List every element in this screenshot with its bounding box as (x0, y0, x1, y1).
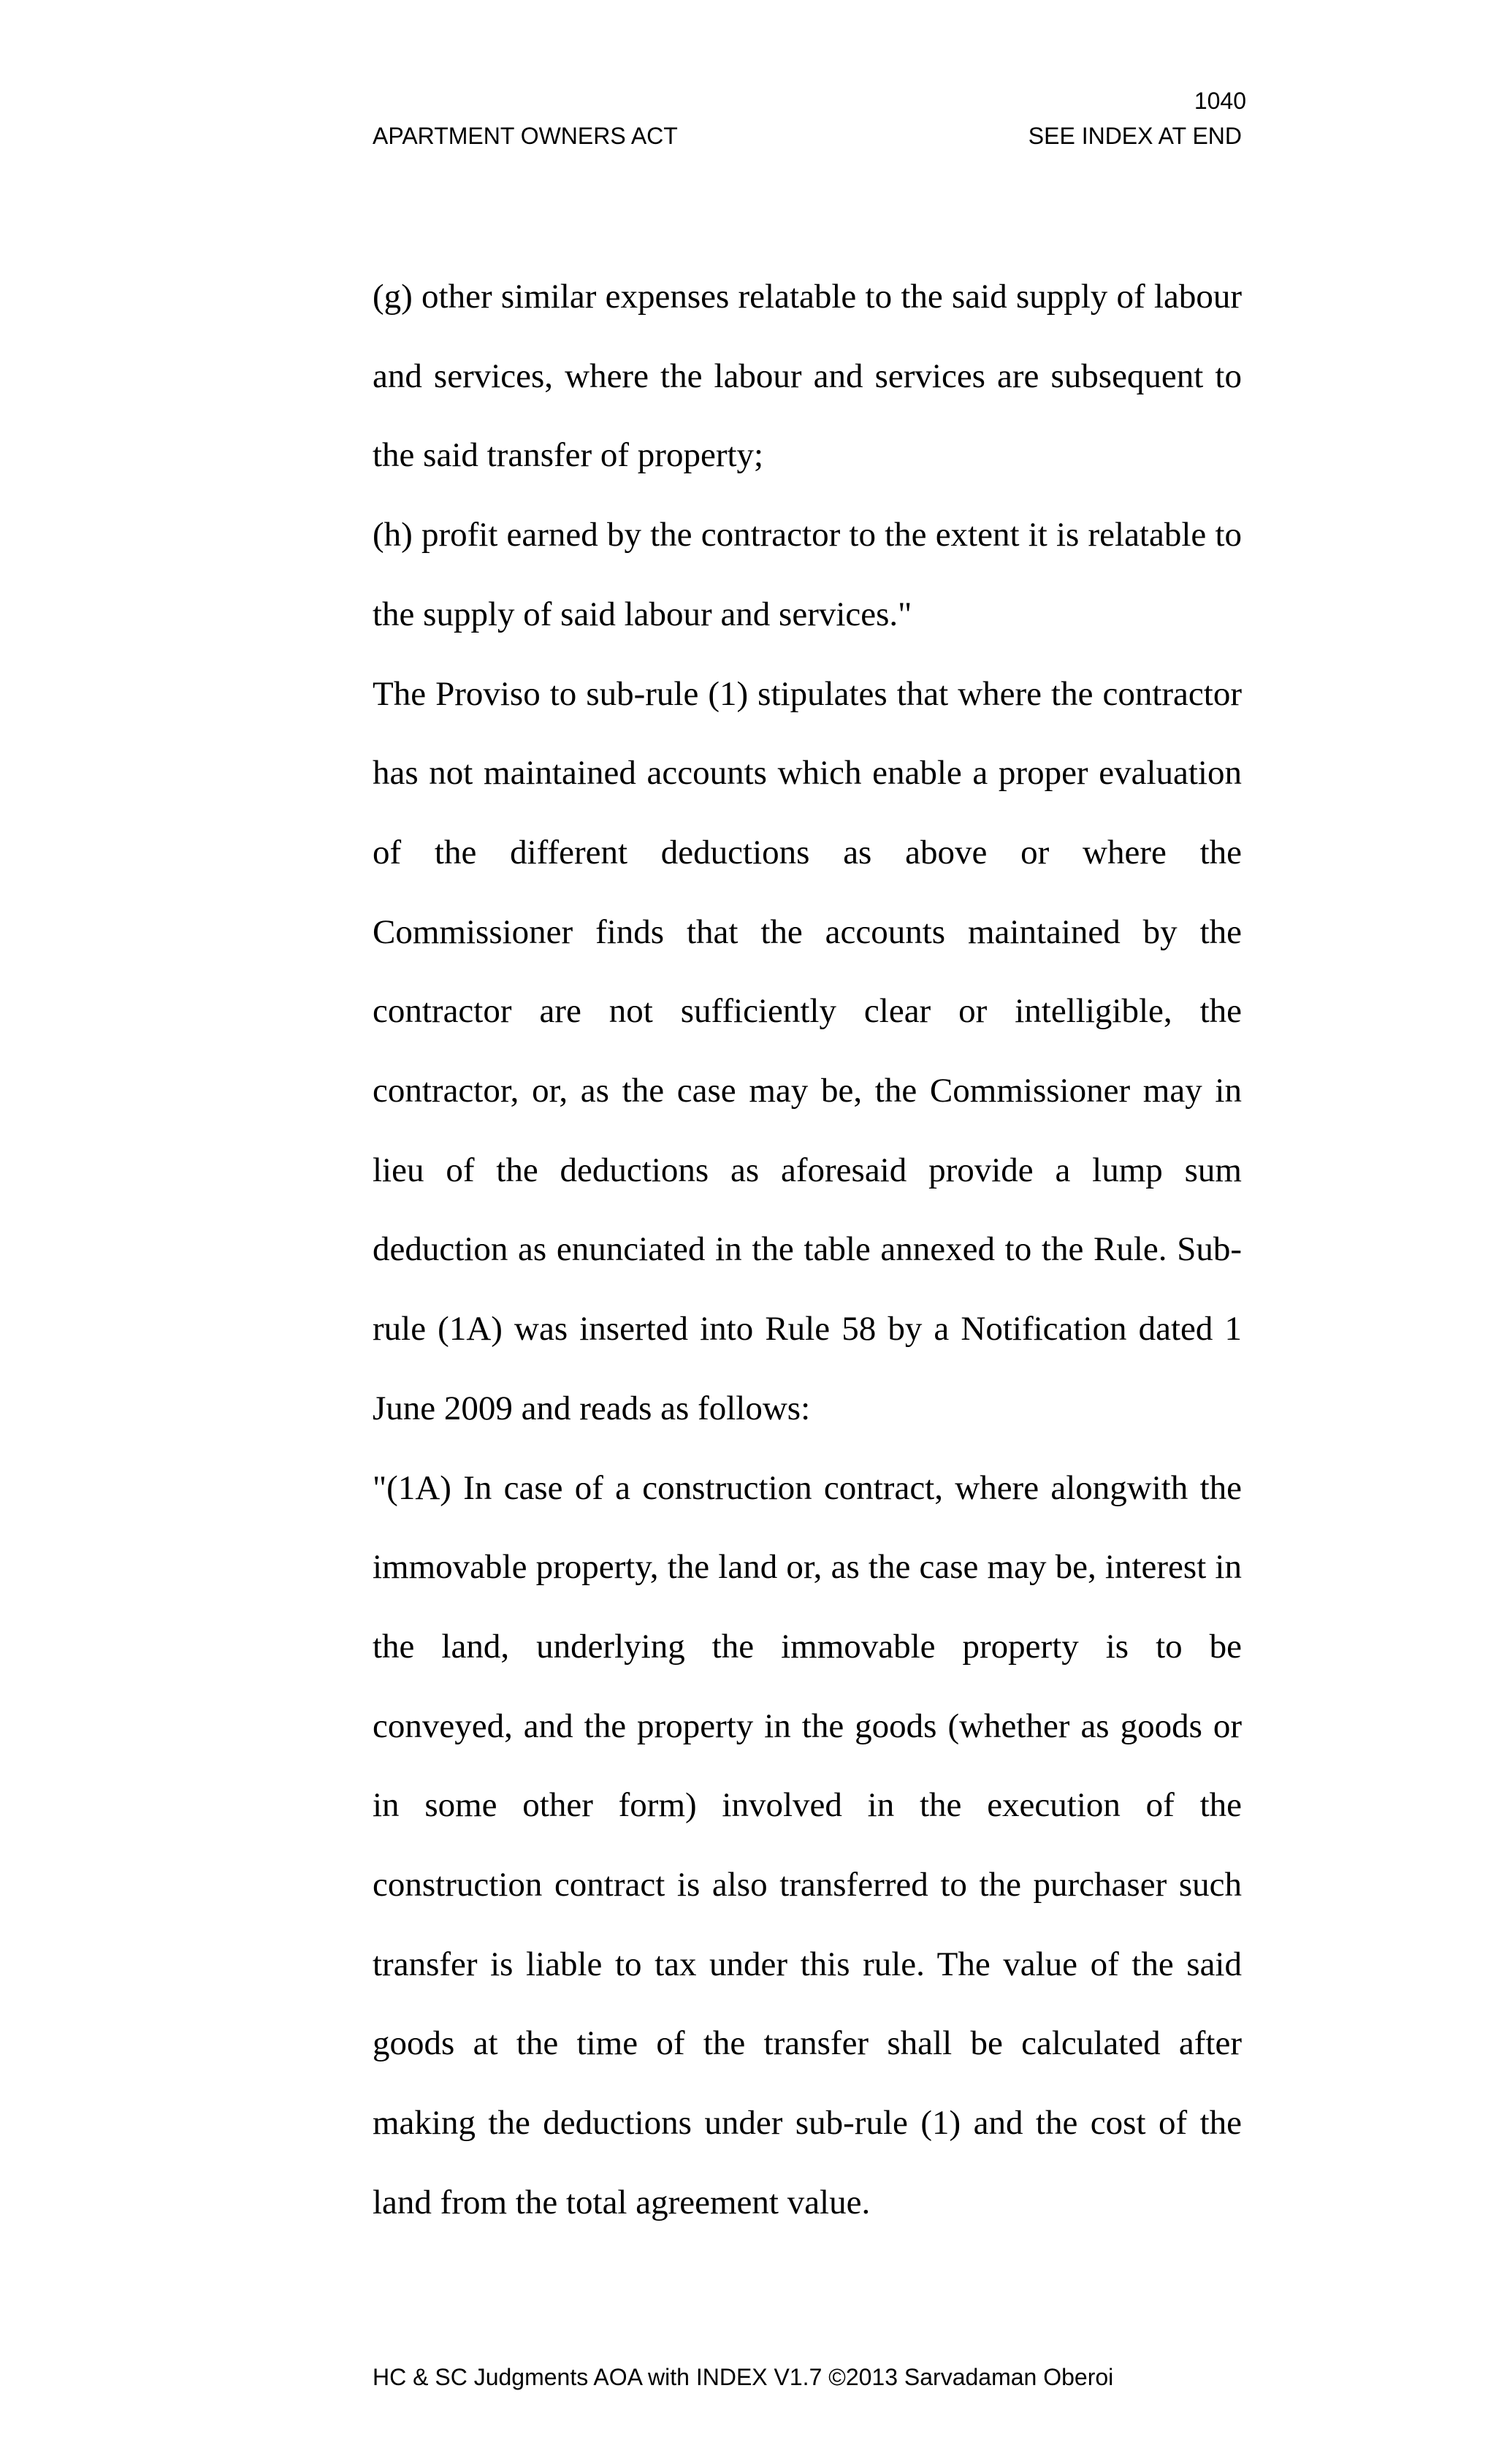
paragraph-proviso: The Proviso to sub-rule (1) stipulates that where the contractor has not maintained accounts which enable a proper evaluation of the different deductions as above or where the Commissioner finds that the accounts maintained by the contractor are not sufficiently clear or intelligible, the contractor, or, as the case may be, the Commissioner may in lieu of the deductions as aforesaid provide a lump sum deduction as enunciated in the table annexed to the Rule. Sub-rule (1A) was inserted into Rule 58 by a Notification dated 1 June 2009 and reads as follows: (373, 674, 1242, 1427)
page-number: 1040 (1194, 88, 1246, 114)
header-left-title: APARTMENT OWNERS ACT (373, 123, 678, 149)
paragraph-clause-g: (g) other similar expenses relatable to the said supply of labour and services, where the labour and services are subsequent to the said transfer of property; (373, 278, 1242, 475)
running-header (373, 123, 1242, 150)
page-footer: HC & SC Judgments AOA with INDEX V1.7 ©2013 Sarvadaman Oberoi (373, 2364, 1114, 2390)
header-right-title: SEE INDEX AT END (1028, 123, 1242, 149)
paragraph-clause-h: (h) profit earned by the contractor to the extent it is relatable to the supply of said labour and services." (373, 516, 1242, 633)
document-body (373, 257, 1242, 2243)
paragraph-sub-rule-1a: "(1A) In case of a construction contract, where alongwith the immovable property, the land or, as the case may be, interest in the land, underlying the immovable property is to be conveyed, and the property in the goods (whether as goods or in some other form) involved in the execution of the construction contract is also transferred to the purchaser such transfer is liable to tax under this rule. The value of the said goods at the time of the transfer shall be calculated after making the deductions under sub-rule (1) and the cost of the land from the total agreement value. (373, 1468, 1242, 2221)
